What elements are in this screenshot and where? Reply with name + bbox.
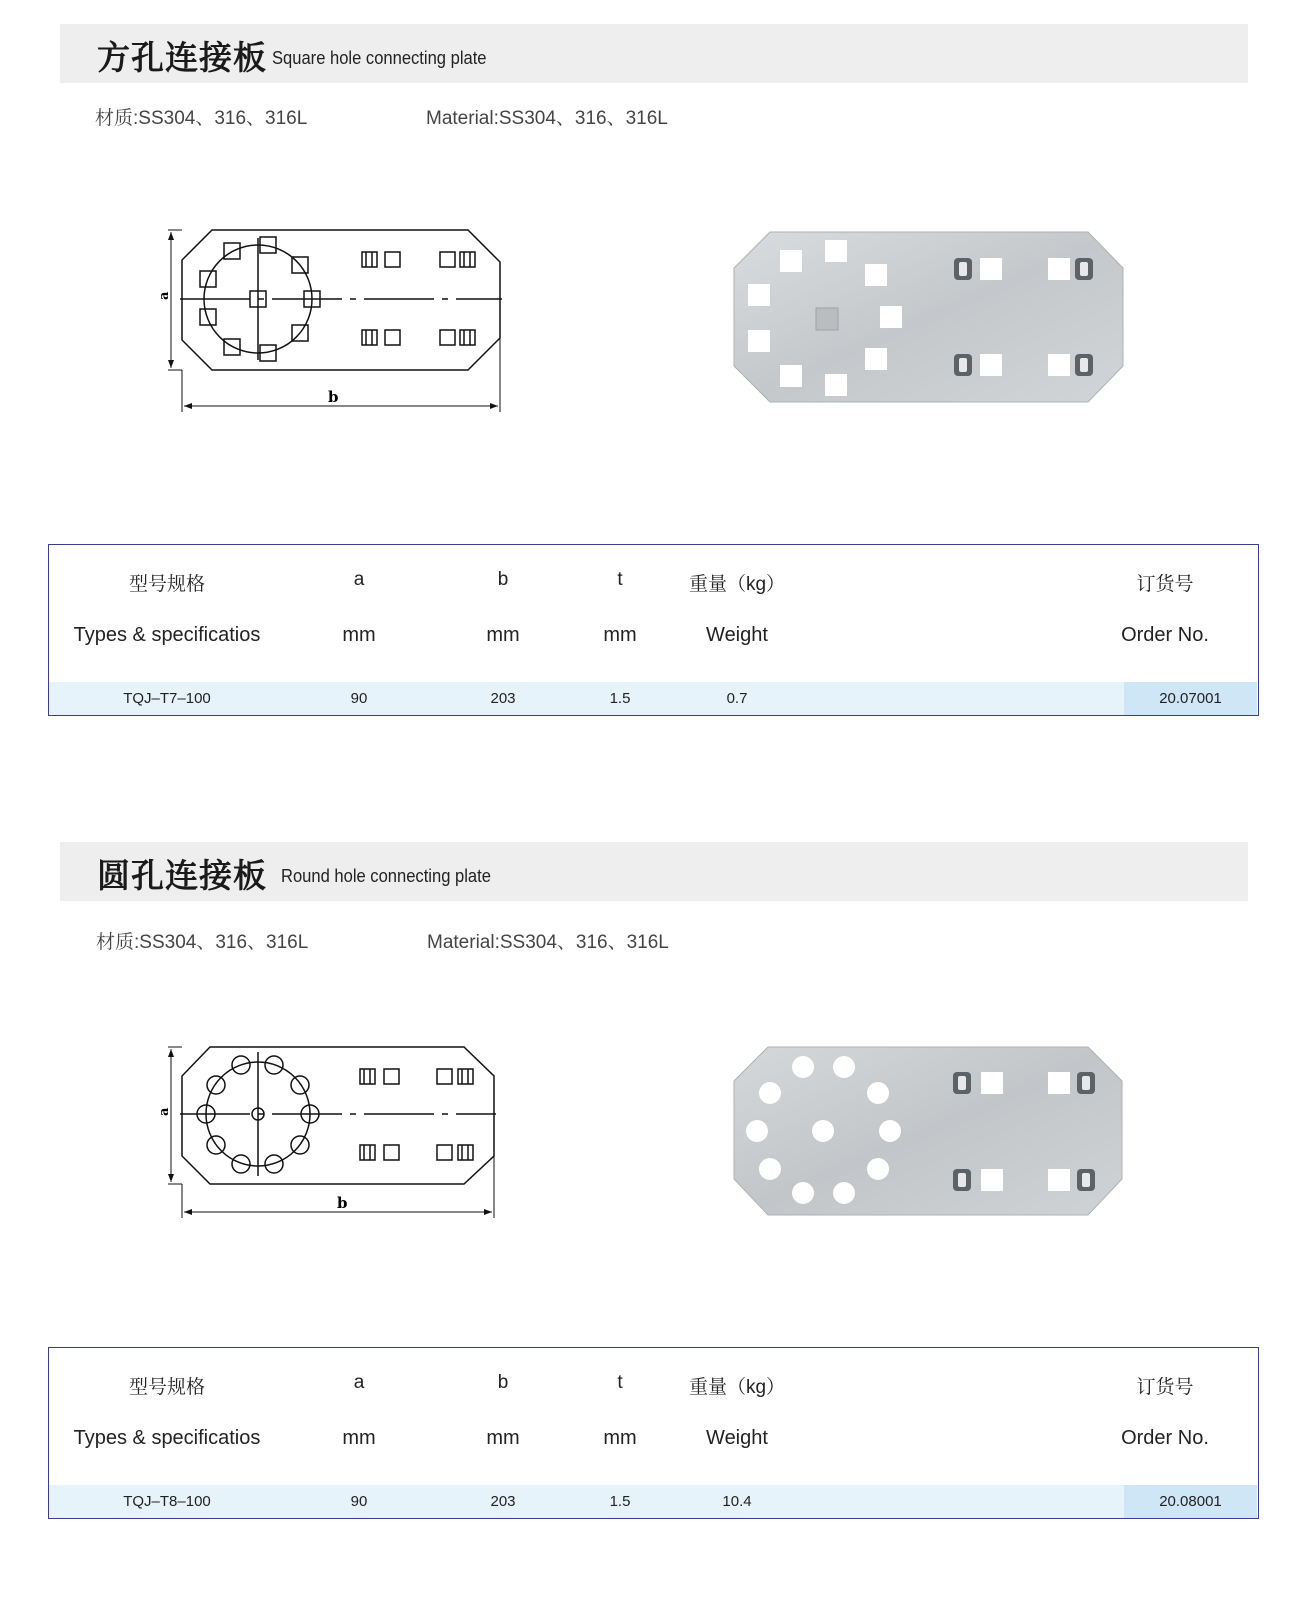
dimension-a-label: a	[157, 291, 172, 300]
header-a-unit: mm	[342, 624, 376, 646]
section-title-cn: 方孔连接板	[97, 38, 267, 77]
cell-order-no: 20.07001	[1159, 690, 1222, 707]
title-bar	[60, 842, 1248, 901]
header-t-unit: mm	[603, 624, 637, 646]
header-a-unit: mm	[342, 1427, 376, 1449]
product-photo	[730, 1043, 1130, 1223]
technical-drawing	[150, 1038, 520, 1228]
header-type-en: Types & specificatios	[73, 1427, 261, 1449]
header-b-unit: mm	[486, 624, 520, 646]
cell-weight: 10.4	[722, 1493, 752, 1510]
plate-outline	[182, 1047, 494, 1184]
plate-outline	[182, 230, 500, 370]
section-title-cn: 圆孔连接板	[97, 856, 267, 895]
table-row	[49, 682, 1257, 715]
cell-b: 203	[490, 1493, 516, 1510]
material-en: Material:SS304、316、316L	[427, 932, 669, 953]
cell-type: TQJ–T8–100	[123, 1493, 211, 1510]
section-title-en: Square hole connecting plate	[272, 48, 487, 68]
header-weight-en: Weight	[706, 624, 768, 646]
cell-b: 203	[490, 690, 516, 707]
header-type-cn: 型号规格	[128, 1377, 205, 1398]
header-a: a	[353, 1372, 365, 1393]
cell-type: TQJ–T7–100	[123, 690, 211, 707]
header-type-en: Types & specificatios	[73, 624, 261, 646]
header-order-cn: 订货号	[1136, 574, 1194, 595]
section-title-en: Round hole connecting plate	[281, 866, 491, 886]
header-weight-en: Weight	[706, 1427, 768, 1449]
header-weight-cn: 重量（kg）	[688, 1377, 786, 1398]
header-a: a	[353, 569, 365, 590]
material-cn: 材质:SS304、316、316L	[96, 932, 309, 953]
header-type-cn: 型号规格	[128, 574, 205, 595]
header-t: t	[617, 1372, 623, 1393]
cell-t: 1.5	[609, 1493, 631, 1510]
dimension-b-label: b	[328, 388, 339, 406]
material-cn: 材质:SS304、316、316L	[95, 108, 308, 129]
cell-a: 90	[350, 1493, 368, 1510]
spec-table	[48, 544, 1259, 716]
material-en: Material:SS304、316、316L	[426, 108, 668, 129]
table-row	[49, 1485, 1257, 1518]
cell-t: 1.5	[609, 690, 631, 707]
header-b-unit: mm	[486, 1427, 520, 1449]
cell-order-no: 20.08001	[1159, 1493, 1222, 1510]
spec-table	[48, 1347, 1259, 1519]
title-bar	[60, 24, 1248, 83]
header-order-en: Order No.	[1121, 1427, 1209, 1449]
product-photo	[730, 228, 1130, 408]
header-b: b	[497, 569, 509, 590]
dimension-a-label: a	[157, 1107, 172, 1116]
cell-a: 90	[350, 690, 368, 707]
technical-drawing	[150, 220, 520, 420]
header-t: t	[617, 569, 623, 590]
dimension-b-label: b	[337, 1194, 348, 1212]
header-order-en: Order No.	[1121, 624, 1209, 646]
header-weight-cn: 重量（kg）	[688, 574, 786, 595]
header-t-unit: mm	[603, 1427, 637, 1449]
header-b: b	[497, 1372, 509, 1393]
cell-weight: 0.7	[726, 690, 748, 707]
header-order-cn: 订货号	[1136, 1377, 1194, 1398]
